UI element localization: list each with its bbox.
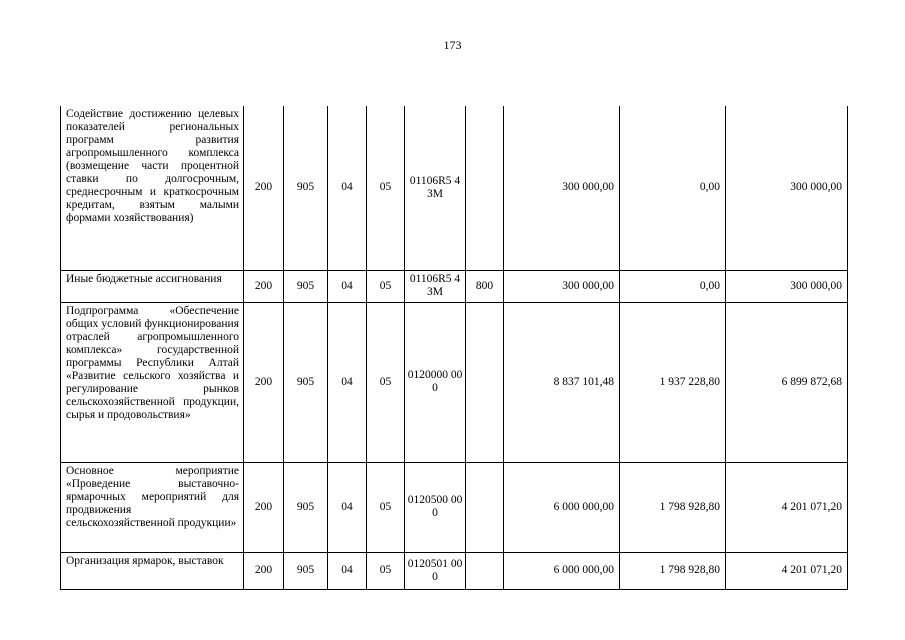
table-row (61, 270, 848, 302)
expense-type-cell (466, 106, 504, 270)
section-cell: 04 (328, 106, 367, 270)
target-article-cell: 01106R5 43M (405, 270, 466, 302)
amount-1-cell: 8 837 101,48 (504, 302, 620, 462)
code-a-cell: 200 (244, 106, 284, 270)
code-b-cell: 905 (284, 552, 328, 589)
target-article-cell: 0120000 000 (405, 302, 466, 462)
expense-type-cell (466, 552, 504, 589)
amount-3-cell: 4 201 071,20 (726, 462, 848, 552)
code-a-cell: 200 (244, 302, 284, 462)
subsection-cell: 05 (367, 270, 405, 302)
subsection-cell: 05 (367, 462, 405, 552)
expense-type-cell: 800 (466, 270, 504, 302)
row-name-cell: Подпрограмма «Обеспечение общих условий функционирования отраслей агропромышленного комплекса» государственной программы Республики Алтай «Развитие сельского хозяйства и регулирование рынков сельскохозяйственной продукции, сырья и продовольствия» (61, 302, 244, 462)
section-cell: 04 (328, 270, 367, 302)
code-a-cell: 200 (244, 552, 284, 589)
subsection-cell: 05 (367, 552, 405, 589)
code-a-cell: 200 (244, 270, 284, 302)
amount-3-cell: 300 000,00 (726, 106, 848, 270)
row-name-cell: Основное мероприятие «Проведение выставочно-ярмарочных мероприятий для продвижения сельскохозяйственной продукции» (61, 462, 244, 552)
code-b-cell: 905 (284, 302, 328, 462)
target-article-cell: 0120500 000 (405, 462, 466, 552)
budget-table (60, 106, 848, 590)
expense-type-cell (466, 302, 504, 462)
table-row (61, 302, 848, 462)
code-b-cell: 905 (284, 106, 328, 270)
amount-3-cell: 300 000,00 (726, 270, 848, 302)
expense-type-cell (466, 462, 504, 552)
row-name-cell: Содействие достижению целевых показателей региональных программ развития агропромышленного комплекса (возмещение части процентной ставки по долгосрочным, среднесрочным и краткосрочным кредитам, взятым малыми формами хозяйствования) (61, 106, 244, 270)
amount-1-cell: 300 000,00 (504, 270, 620, 302)
code-b-cell: 905 (284, 462, 328, 552)
page-number: 173 (443, 38, 462, 52)
target-article-cell: 01106R5 43M (405, 106, 466, 270)
subsection-cell: 05 (367, 302, 405, 462)
row-name-cell: Организация ярмарок, выставок (61, 552, 244, 589)
amount-1-cell: 6 000 000,00 (504, 462, 620, 552)
table-body (61, 106, 848, 589)
amount-1-cell: 300 000,00 (504, 106, 620, 270)
code-a-cell: 200 (244, 462, 284, 552)
section-cell: 04 (328, 552, 367, 589)
amount-2-cell: 1 937 228,80 (620, 302, 726, 462)
section-cell: 04 (328, 302, 367, 462)
table-row (61, 462, 848, 552)
amount-2-cell: 0,00 (620, 106, 726, 270)
amount-3-cell: 6 899 872,68 (726, 302, 848, 462)
code-b-cell: 905 (284, 270, 328, 302)
amount-2-cell: 0,00 (620, 270, 726, 302)
row-name-cell: Иные бюджетные ассигнования (61, 270, 244, 302)
amount-1-cell: 6 000 000,00 (504, 552, 620, 589)
amount-2-cell: 1 798 928,80 (620, 462, 726, 552)
table-row (61, 552, 848, 589)
section-cell: 04 (328, 462, 367, 552)
target-article-cell: 0120501 000 (405, 552, 466, 589)
amount-2-cell: 1 798 928,80 (620, 552, 726, 589)
amount-3-cell: 4 201 071,20 (726, 552, 848, 589)
table-row (61, 106, 848, 270)
subsection-cell: 05 (367, 106, 405, 270)
